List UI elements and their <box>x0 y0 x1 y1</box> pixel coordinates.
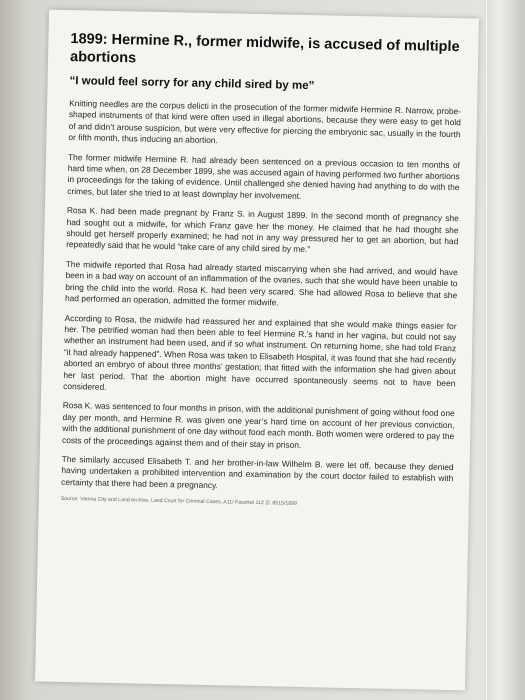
paragraph-1: Knitting needles are the corpus delicti in the prosecution of the former midwife Hermine R. Narrow, probe-shaped instruments of that kind were often used in illegal abortions, because they were easy to get hold of and didn’t arouse suspicion, but were very effective for piercing the embryonic sac, usually in the fourth or fifth month, thus inducing an abortion. <box>68 98 462 146</box>
document-title: 1899: Hermine R., former midwife, is accused of multiple abortions <box>69 31 460 67</box>
paragraph-3: Rosa K. had been made pregnant by Franz S. in August 1899. In the second month of pregnancy she had sought out a midwife, for which Franz gave her the money. He claimed that he had thought she should get herself properly examined; he had not in any way pressured her to get an abortion, but had repeatedly said that he would “take care of any child sired by me.” <box>66 205 459 255</box>
plastic-sleeve-edge <box>486 0 517 700</box>
paragraph-2: The former midwife Hermine R. had already been sentenced on a previous occasion to ten months of hard time when, on 28 December 1899, she was accused again of having performed two further abortions in proceedings for the taking of evidence. Until challenged she denied having had anything to do with the crimes, but later she tried to at least downplay her involvement. <box>67 151 461 201</box>
source-citation: Source: Vienna City and Land Archive, Land Court for Criminal Cases, A11/ Faszikel 112 Zl. 8515/1899 <box>60 496 298 508</box>
document-subtitle: “I would feel sorry for any child sired by me” <box>69 75 315 93</box>
paragraph-7: The similarly accused Elisabeth T. and her brother-in-law Wilhelm B. were let off, because they denied having undertaken a prohibited intervention and examination by the court doctor failed to establish with certainty that there had been a pregnancy. <box>61 453 454 490</box>
paragraph-6: Rosa K. was sentenced to four months in prison, with the additional punishment of going without food one day per month, and Hermine R. was given one year’s hard time on account of her previous conviction, with the additional punishment of one day without food each month. Both women were ordered to pay the costs of the proceedings against them and of their stay in prison. <box>61 400 455 450</box>
document-page <box>35 10 479 691</box>
paragraph-4: The midwife reported that Rosa had already started miscarrying when she had arrived, and would have been in a bad way on account of an inflammation of the ovaries, such that she would have been unable to bring the child into the world. Rosa K. had been very scared. She had allowed Rosa to believe that she had performed an operation, admitted the former midwife. <box>64 258 458 308</box>
document-content <box>61 30 463 511</box>
paragraph-5: According to Rosa, the midwife had reassured her and explained that she would make things easier for her. The petrified woman had then been able to feel Hermine R.’s hand in her vagina, but could not say whether an instrument had been used, and if so what instrument. On returning home, she had told Franz “it had already happened”. When Rosa was taken to Elisabeth Hospital, it was found that she had recently aborted an embryo of about three months’ gestation; that fitted with the information she had given about her last period. That the abortion might have occurred spontaneously seems not to have been considered. <box>63 312 457 392</box>
